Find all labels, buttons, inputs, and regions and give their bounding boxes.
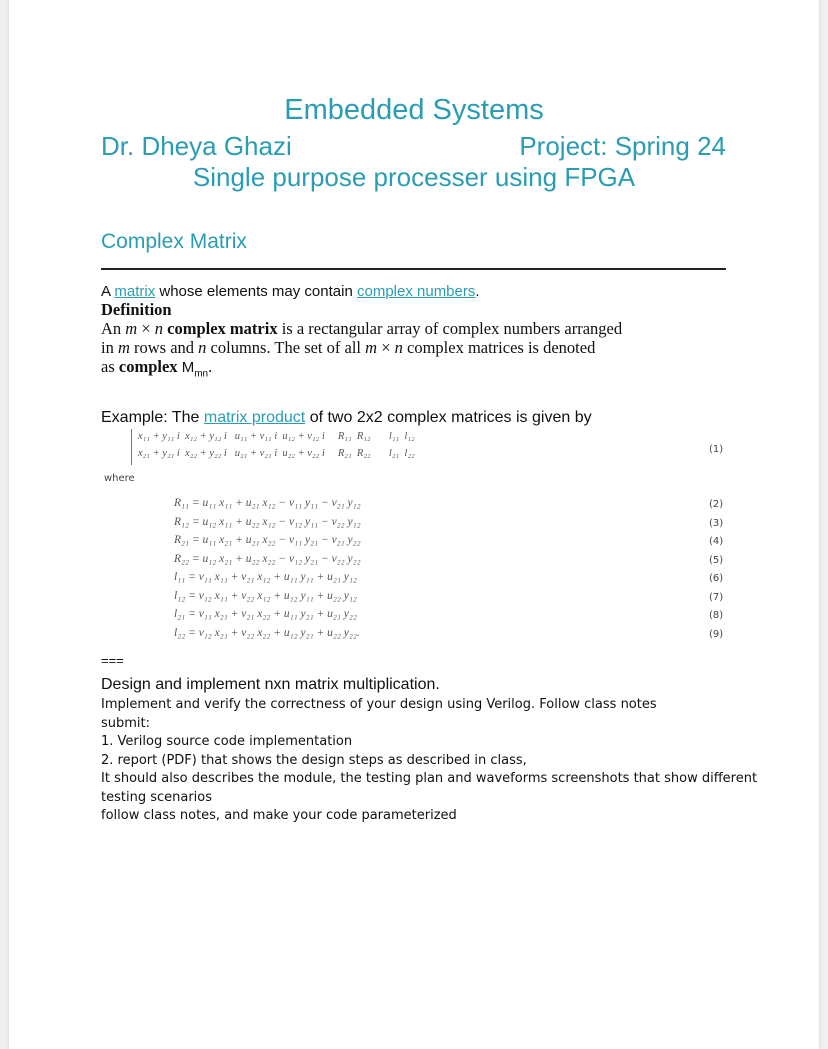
example-sentence (101, 409, 592, 427)
matrix-product-equation (131, 429, 512, 465)
equation-line: R₂₁ = u₁₁ x₂₁ + u₂₁ x₂₂ − v₁₁ y₂₁ − v₂₁ y₂₂ (174, 534, 361, 546)
task-line: testing scenarios (101, 789, 213, 805)
text: as (101, 357, 119, 376)
task-line: 1. Verilog source code implementation (101, 734, 353, 749)
task-line: It should also describes the module, the testing plan and waveforms screenshots that show different (101, 771, 758, 786)
var-m: m (365, 338, 378, 357)
intro-text: . (475, 283, 480, 300)
section-heading: Complex Matrix (101, 230, 247, 253)
task-line: follow class notes, and make your code parameterized (101, 808, 457, 823)
equation-number: (7) (709, 591, 724, 603)
var-n: n (154, 319, 164, 338)
equation-line: l₂₁ = v₁₁ x₂₁ + v₂₁ x₂₂ + u₁₁ y₂₁ + u₂₁ y₂₂ (174, 608, 357, 620)
equation-number: (6) (709, 573, 724, 584)
text: columns. The set of all (206, 338, 366, 357)
definition-heading: Definition (101, 300, 172, 319)
equation-number: (5) (709, 554, 724, 566)
equation-row-1: x₁₁ + y₁₁ i x₁₂ + y₁₂ i u₁₁ + v₁₁ i u₁₂ + v₁₂ i R₁₁ R₁₂ l₁₁ l₁₂ (138, 431, 415, 442)
text: of two 2x2 complex matrices is given by (305, 409, 592, 426)
definition-line-1 (101, 319, 622, 338)
var-m: m (125, 319, 138, 338)
var-n: n (394, 338, 403, 357)
equation-line: l₁₁ = v₁₁ x₁₁ + v₂₁ x₁₂ + u₁₁ y₁₁ + u₂₁ y₁₂ (174, 571, 357, 583)
equation-number: (1) (709, 444, 724, 455)
equation-number: (2) (709, 499, 724, 510)
text: Example: The (101, 409, 204, 426)
document-title: Embedded Systems (284, 94, 544, 126)
document-page (9, 0, 819, 1049)
section-divider (101, 268, 726, 270)
text: rows and (129, 338, 199, 357)
equation-line: l₂₂ = v₁₂ x₂₁ + v₂₂ x₂₂ + u₁₂ y₂₁ + u₂₂ y₂₂. (174, 626, 360, 639)
task-heading: Design and implement nxn matrix multiplication. (101, 676, 440, 693)
complex-numbers-link[interactable]: complex numbers (356, 283, 476, 300)
intro-paragraph (101, 283, 480, 300)
where-label: where (104, 473, 135, 484)
times-sign: × (377, 338, 395, 357)
equation-number: (9) (709, 628, 724, 640)
set-symbol: M (177, 359, 195, 376)
bold-term: complex matrix (163, 319, 278, 338)
task-line: 2. report (PDF) that shows the design steps as described in class, (101, 752, 527, 768)
equation-number: (4) (709, 536, 724, 547)
task-line: submit: (101, 715, 151, 731)
task-line: Implement and verify the correctness of your design using Verilog. Follow class notes (101, 697, 657, 712)
document-subtitle: Single purpose processer using FPGA (192, 162, 636, 192)
intro-text: A (101, 283, 115, 300)
equation-number: (8) (709, 610, 724, 621)
text: is a rectangular array of complex numbers arranged (277, 319, 623, 338)
text: . (208, 357, 213, 376)
separator-text: === (101, 653, 124, 668)
bold-term: complex (118, 357, 178, 376)
equation-line: R₁₂ = u₁₂ x₁₁ + u₂₂ x₁₂ − v₁₂ y₁₁ − v₂₂ y₁₂ (174, 515, 361, 528)
var-n: n (198, 338, 207, 357)
intro-text: whose elements may contain (155, 283, 357, 300)
text: An (101, 319, 126, 338)
text: complex matrices is denoted (402, 338, 596, 357)
equation-row-2: x₂₁ + y₂₁ i x₂₂ + y₂₂ i u₂₁ + v₂₁ i u₂₂ + v₂₂ i R₂₁ R₂₂ l₂₁ l₂₂ (138, 448, 415, 459)
equation-line: R₂₂ = u₁₂ x₂₁ + u₂₂ x₂₂ − v₁₂ y₂₁ − v₂₂ y₂₂ (174, 552, 361, 565)
matrix-product-link[interactable]: matrix product (203, 409, 306, 426)
project-label: Project: Spring 24 (519, 131, 726, 161)
set-subscript: mn (194, 368, 209, 380)
definition-line-2 (101, 338, 595, 357)
equation-number: (3) (709, 517, 724, 529)
equation-line: R₁₁ = u₁₁ x₁₁ + u₂₁ x₁₂ − v₁₁ y₁₁ − v₂₁ y₁₂ (174, 497, 361, 509)
matrix-link[interactable]: matrix (114, 283, 156, 300)
text: in (101, 338, 118, 357)
equation-line: l₁₂ = v₁₂ x₁₁ + v₂₂ x₁₂ + u₁₂ y₁₁ + u₂₂ y₁₂ (174, 589, 357, 602)
author-name: Dr. Dheya Ghazi (101, 131, 292, 161)
times-sign: × (137, 319, 155, 338)
var-m: m (117, 338, 130, 357)
definition-line-3 (101, 357, 212, 383)
